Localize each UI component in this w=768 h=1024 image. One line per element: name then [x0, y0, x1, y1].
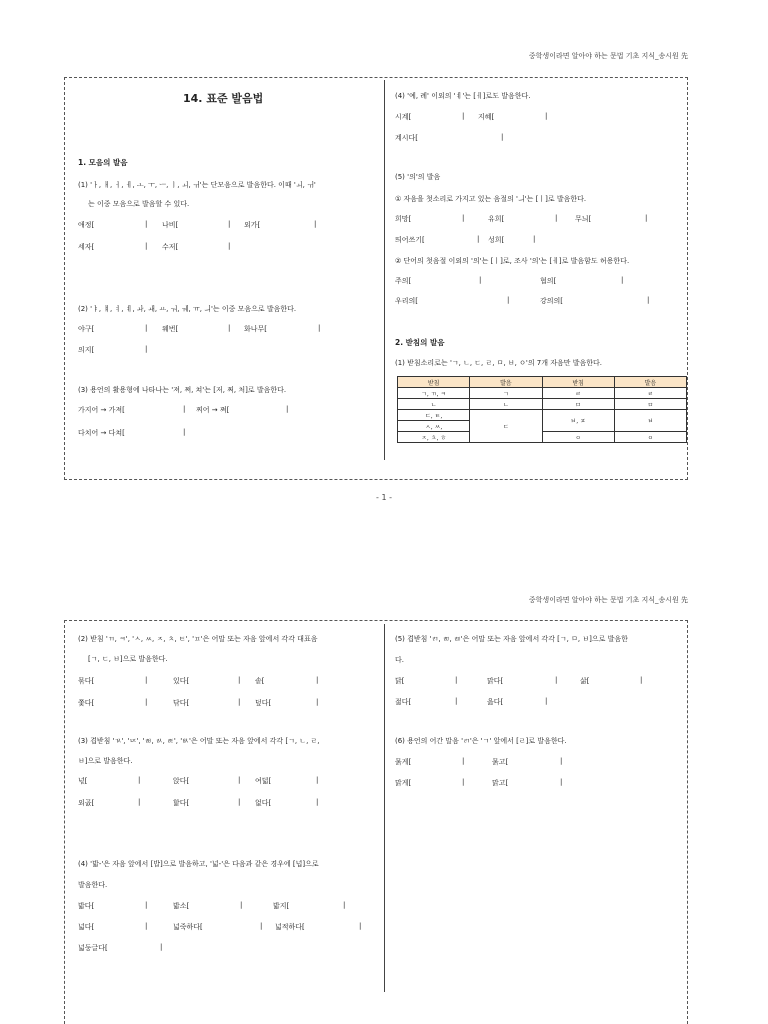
table-cell: ㅇ [614, 432, 686, 443]
table-cell: ㅈ, ㅊ, ㅎ [398, 432, 470, 443]
example-word: 웨번[ [162, 325, 179, 333]
example-bracket: | [479, 276, 482, 284]
example-bracket: | [238, 798, 241, 806]
example-bracket: | [238, 676, 241, 684]
example-word: 넓다[ [78, 923, 95, 931]
rule-5-point-1: ① 자음을 첫소리로 가지고 있는 음절의 'ㅢ'는 [ㅣ]로 발음한다. [395, 195, 587, 203]
example-bracket: | [343, 901, 346, 909]
example-word: 나비[ [162, 221, 179, 229]
example-bracket: | [316, 676, 319, 684]
page-number: - 1 - [376, 493, 392, 502]
example-bracket: | [145, 676, 148, 684]
table-cell: ㄴ [470, 399, 542, 410]
example-word: 묽게[ [395, 758, 412, 766]
p2-rule-5-line-b: 다. [395, 656, 404, 664]
table-cell: ㄷ [470, 410, 542, 443]
rule-5-heading: (5) '의'의 발음 [395, 173, 441, 181]
example-word: 여덟[ [255, 777, 272, 785]
example-word: 묽고[ [492, 758, 509, 766]
example-word: 읊다[ [487, 698, 504, 706]
page2-column-divider [384, 624, 385, 992]
example-word: 밟소[ [173, 902, 190, 910]
example-word: 넓죽하다[ [173, 923, 203, 931]
example-word: 야구[ [78, 325, 95, 333]
example-word: 의지[ [78, 346, 95, 354]
example-bracket: | [238, 698, 241, 706]
example-word: 성희[ [488, 236, 505, 244]
rule-2-line: (2) 'ㅑ, ㅒ, ㅕ, ㅖ, ㅘ, ㅙ, ㅛ, ㅝ, ㅞ, ㅠ, ㅢ'는 이중 모음으로 발음한다. [78, 305, 297, 313]
example-bracket: | [238, 776, 241, 784]
example-bracket: | [228, 242, 231, 250]
example-word: 젊다[ [395, 698, 412, 706]
example-bracket: | [555, 214, 558, 222]
p2-rule-3-line-a: (3) 겹받침 'ㄳ', 'ㄵ', 'ㄼ, ㄽ, ㄾ', 'ㅄ'은 어말 또는 자음 앞에서 각각 [ㄱ, ㄴ, ㄹ, [78, 737, 320, 745]
table-header-row [398, 377, 687, 388]
table-row [398, 399, 687, 410]
example-word: 앉다[ [173, 777, 190, 785]
example-bracket: | [260, 922, 263, 930]
example-word: 맑게[ [395, 779, 412, 787]
table-cell: ㄴ [398, 399, 470, 410]
example-word: 주의[ [395, 277, 412, 285]
example-word: 닭[ [395, 677, 405, 685]
page1-header: 중학생이라면 알아야 하는 문법 기초 지식_송시원 先 [528, 52, 688, 60]
example-word: 지혜[ [478, 113, 495, 121]
table-header: 받침 [398, 377, 470, 388]
table-header: 받침 [542, 377, 614, 388]
p2-rule-5-line-a: (5) 겹받침 'ㄺ, ㄻ, ㄿ'은 어말 또는 자음 앞에서 각각 [ㄱ, ㅁ, ㅂ]으로 발음한 [395, 635, 628, 643]
table-cell: ㄱ, ㄲ, ㅋ [398, 388, 470, 399]
example-bracket: | [501, 133, 504, 141]
table-cell: ㄹ [614, 388, 686, 399]
example-word: 강의의[ [540, 297, 564, 305]
example-word: 찌어 → 쪄[ [196, 406, 230, 414]
table-cell: ㅇ [542, 432, 614, 443]
page2-box [64, 620, 688, 1024]
table-cell: ㅁ [614, 399, 686, 410]
example-word: 유희[ [488, 215, 505, 223]
example-bracket: | [138, 798, 141, 806]
rule-5-point-2: ② 단어의 첫음절 이외의 '의'는 [ㅣ]로, 조사 '의'는 [ㅔ]로 발음함도 허용한다. [395, 257, 630, 265]
example-bracket: | [316, 698, 319, 706]
example-bracket: | [145, 345, 148, 353]
example-bracket: | [545, 697, 548, 705]
rule-4-line: (4) '예, 례' 이외의 'ㅖ'는 [ㅔ]로도 발음한다. [395, 92, 531, 100]
example-word: 화나무[ [244, 325, 268, 333]
example-word: 밟다[ [78, 902, 95, 910]
example-word: 덮다[ [255, 699, 272, 707]
example-bracket: | [228, 220, 231, 228]
example-bracket: | [455, 676, 458, 684]
example-word: 외가[ [244, 221, 261, 229]
rule-1-line-b: 는 이중 모음으로 발음할 수 있다. [88, 200, 190, 208]
page1-title: 14. 표준 발음법 [183, 92, 264, 105]
example-bracket: | [533, 235, 536, 243]
table-cell: ㄷ, ㅌ, [398, 410, 470, 421]
example-word: 핥다[ [173, 799, 190, 807]
example-bracket: | [555, 676, 558, 684]
example-word: 넓둥글다[ [78, 944, 108, 952]
example-bracket: | [145, 324, 148, 332]
table-row [398, 410, 687, 421]
example-bracket: | [621, 276, 624, 284]
example-bracket: | [138, 776, 141, 784]
example-word: 애정[ [78, 221, 95, 229]
example-word: 다치어 → 다쳐[ [78, 429, 125, 437]
example-word: 가지어 → 가져[ [78, 406, 125, 414]
table-cell: ㅂ, ㅍ [542, 410, 614, 432]
example-bracket: | [314, 220, 317, 228]
example-bracket: | [183, 405, 186, 413]
p2-rule-4-line-b: 발음한다. [78, 881, 108, 889]
example-bracket: | [359, 922, 362, 930]
example-bracket: | [507, 296, 510, 304]
table-header: 발음 [614, 377, 686, 388]
example-word: 닦다[ [173, 699, 190, 707]
example-word: 희망[ [395, 215, 412, 223]
example-bracket: | [145, 922, 148, 930]
table-row [398, 432, 687, 443]
example-word: 외곬[ [78, 799, 95, 807]
rule-6-line: (1) 받침소리로는 'ㄱ, ㄴ, ㄷ, ㄹ, ㅁ, ㅂ, ㅇ'의 7개 자음만 발음한다. [395, 359, 603, 367]
example-word: 맑다[ [487, 677, 504, 685]
example-word: 수저[ [162, 243, 179, 251]
table-cell: ㄱ [470, 388, 542, 399]
example-word: 띄어쓰기[ [395, 236, 425, 244]
p2-rule-3-line-b: ㅂ]으로 발음한다. [78, 757, 133, 765]
table-cell: ㅅ, ㅆ, [398, 421, 470, 432]
example-bracket: | [183, 428, 186, 436]
example-word: 계시다[ [395, 134, 419, 142]
rule-3-line: (3) 용언의 활용형에 나타나는 '져, 쪄, 쳐'는 [저, 쩌, 처]로 발음한다. [78, 386, 287, 394]
example-bracket: | [145, 901, 148, 909]
example-bracket: | [462, 112, 465, 120]
example-word: 있다[ [173, 677, 190, 685]
example-word: 우리의[ [395, 297, 419, 305]
example-bracket: | [647, 296, 650, 304]
p2-rule-2-line-a: (2) 받침 'ㄲ, ㅋ', 'ㅅ, ㅆ, ㅈ, ㅊ, ㅌ', 'ㅍ'은 어말 또는 자음 앞에서 각각 대표음 [78, 635, 318, 643]
example-word: 넋[ [78, 777, 88, 785]
example-word: 무늬[ [575, 215, 592, 223]
p2-rule-2-line-b: [ㄱ, ㄷ, ㅂ]으로 발음한다. [88, 655, 168, 663]
page1-column-divider [384, 80, 385, 460]
example-bracket: | [316, 798, 319, 806]
p2-rule-6-line: (6) 용언의 어간 말음 'ㄺ'은 'ㄱ' 앞에서 [ㄹ]로 발음한다. [395, 737, 567, 745]
example-word: 세자[ [78, 243, 95, 251]
section-vowel-heading: 1. 모음의 발음 [78, 158, 128, 167]
table-row [398, 388, 687, 399]
example-bracket: | [560, 757, 563, 765]
section-coda-heading: 2. 받침의 발음 [395, 338, 445, 347]
example-word: 삶[ [580, 677, 590, 685]
example-bracket: | [462, 214, 465, 222]
example-bracket: | [645, 214, 648, 222]
example-bracket: | [560, 778, 563, 786]
example-word: 밟지[ [273, 902, 290, 910]
example-word: 없다[ [255, 799, 272, 807]
example-bracket: | [145, 698, 148, 706]
rule-1-line-a: (1) 'ㅏ, ㅐ, ㅓ, ㅔ, ㅗ, ㅜ, ㅡ, ㅣ, ㅚ, ㅟ'는 단모음으로 발음한다. 이때 'ㅚ, ㅟ' [78, 181, 316, 189]
coda-pronunciation-table [397, 376, 687, 443]
example-bracket: | [318, 324, 321, 332]
table-header: 발음 [470, 377, 542, 388]
example-bracket: | [240, 901, 243, 909]
example-bracket: | [145, 220, 148, 228]
example-word: 쫓다[ [78, 699, 95, 707]
example-word: 묶다[ [78, 677, 95, 685]
example-bracket: | [477, 235, 480, 243]
example-word: 솥[ [255, 677, 265, 685]
example-bracket: | [286, 405, 289, 413]
example-bracket: | [145, 242, 148, 250]
example-bracket: | [545, 112, 548, 120]
example-bracket: | [462, 757, 465, 765]
example-bracket: | [160, 943, 163, 951]
example-bracket: | [316, 776, 319, 784]
example-word: 시계[ [395, 113, 412, 121]
example-bracket: | [462, 778, 465, 786]
example-bracket: | [640, 676, 643, 684]
page2-header: 중학생이라면 알아야 하는 문법 기초 지식_송시원 先 [528, 596, 688, 604]
table-cell: ㄹ [542, 388, 614, 399]
table-cell: ㅁ [542, 399, 614, 410]
p2-rule-4-line-a: (4) '밟-'은 자음 앞에서 [밥]으로 발음하고, '넓-'은 다음과 같은 경우에 [넙]으로 [78, 860, 319, 868]
table-cell: ㅂ [614, 410, 686, 432]
example-bracket: | [455, 697, 458, 705]
example-word: 협의[ [540, 277, 557, 285]
example-bracket: | [228, 324, 231, 332]
example-word: 맑고[ [492, 779, 509, 787]
example-word: 넓적하다[ [275, 923, 305, 931]
